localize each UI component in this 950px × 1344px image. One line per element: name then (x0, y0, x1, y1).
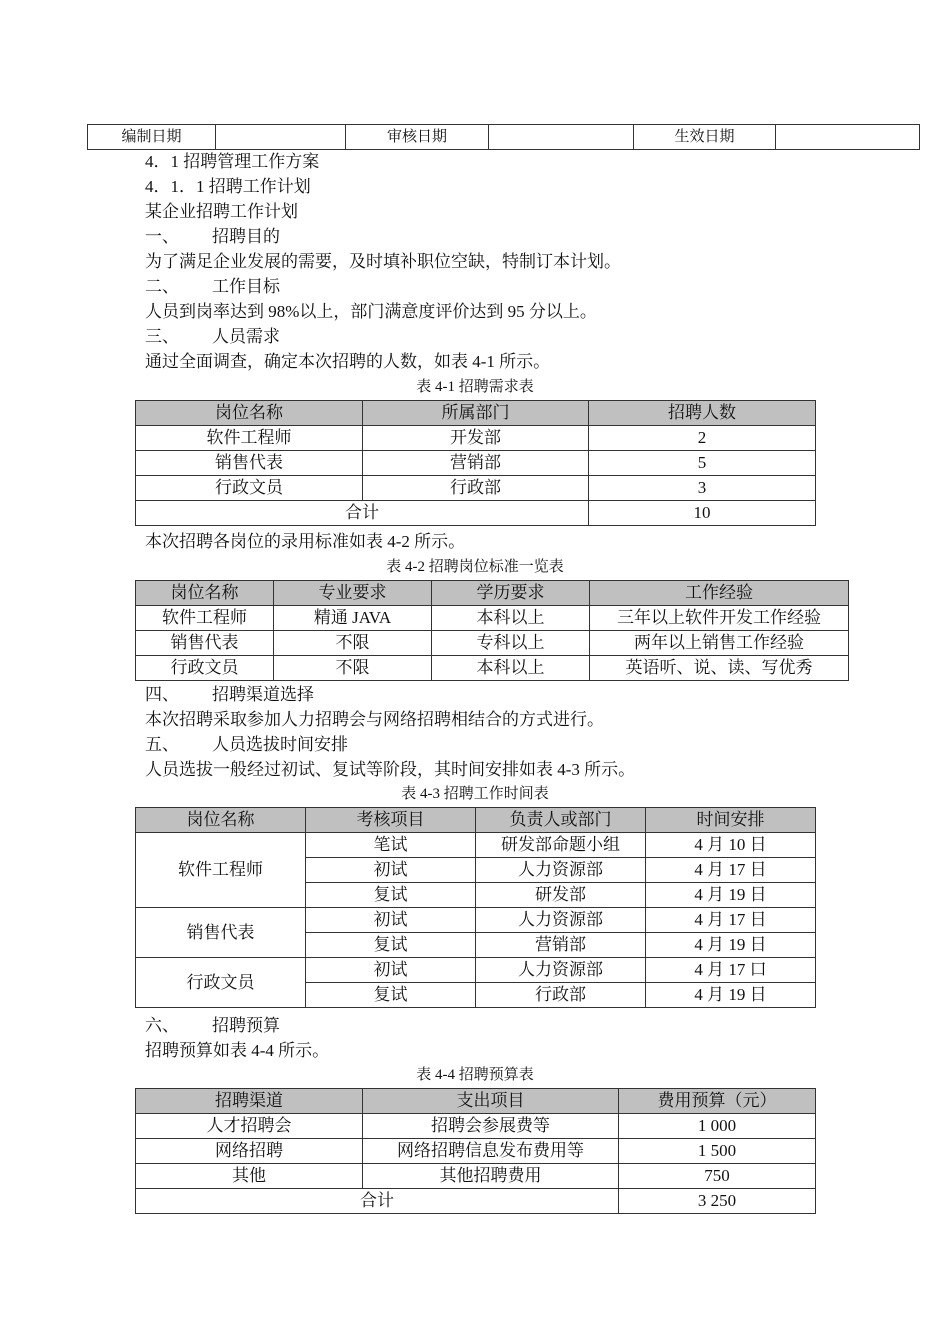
table-4-caption: 表 4-4 招聘预算表 (416, 1067, 534, 1083)
table-cell: 不限 (274, 656, 432, 681)
total-value: 10 (589, 501, 816, 526)
table-cell: 营销部 (363, 451, 589, 476)
section-2-title: 工作目标 (212, 277, 280, 296)
column-header: 工作经验 (590, 581, 849, 606)
table-cell: 4 月 17 日 (646, 858, 816, 883)
table-cell: 3 (589, 476, 816, 501)
table-cell: 4 月 19 日 (646, 983, 816, 1008)
table-cell: 研发部 (476, 883, 646, 908)
table-cell: 人力资源部 (476, 858, 646, 883)
table-row (136, 631, 849, 656)
table-row (136, 1139, 816, 1164)
table-header-row (136, 808, 816, 833)
table-cell: 人力资源部 (476, 958, 646, 983)
section-5-title: 人员选拔时间安排 (212, 735, 348, 754)
column-header: 学历要求 (432, 581, 590, 606)
review-date-label: 审核日期 (346, 125, 489, 150)
table-cell: 其他 (136, 1164, 363, 1189)
table-row (136, 908, 816, 933)
table-cell: 初试 (306, 958, 476, 983)
total-value: 3 250 (619, 1189, 816, 1214)
table-cell: 本科以上 (432, 606, 590, 631)
table-cell: 研发部命题小组 (476, 833, 646, 858)
table-cell: 开发部 (363, 426, 589, 451)
table-3-caption: 表 4-3 招聘工作时间表 (401, 786, 549, 802)
total-row (136, 1189, 816, 1214)
column-header: 招聘人数 (589, 401, 816, 426)
table-cell: 营销部 (476, 933, 646, 958)
table-cell: 复试 (306, 883, 476, 908)
table-cell: 1 000 (619, 1114, 816, 1139)
section-3-title: 人员需求 (212, 327, 280, 346)
table-row (136, 606, 849, 631)
table-header-row (136, 401, 816, 426)
table-row (136, 656, 849, 681)
table-cell: 复试 (306, 983, 476, 1008)
position-cell: 软件工程师 (136, 833, 306, 908)
section-5-heading (145, 733, 348, 757)
table-cell: 专科以上 (432, 631, 590, 656)
total-label: 合计 (136, 1189, 619, 1214)
table-cell: 精通 JAVA (274, 606, 432, 631)
table-cell: 软件工程师 (136, 426, 363, 451)
table-cell: 2 (589, 426, 816, 451)
column-header: 时间安排 (646, 808, 816, 833)
table-cell: 初试 (306, 908, 476, 933)
section-2-text: 人员到岗率达到 98%以上，部门满意度评价达到 95 分以上。 (145, 302, 597, 321)
total-label: 合计 (136, 501, 589, 526)
section-3-heading (145, 325, 280, 349)
table-cell: 人才招聘会 (136, 1114, 363, 1139)
compile-date-value (216, 125, 346, 150)
section-3-number: 三、 (145, 327, 179, 346)
table-cell: 行政部 (363, 476, 589, 501)
total-row (136, 501, 816, 526)
section-1-title: 招聘目的 (212, 227, 280, 246)
column-header: 费用预算（元） (619, 1089, 816, 1114)
section-1-number: 一、 (145, 227, 179, 246)
section-6-text: 招聘预算如表 4-4 所示。 (145, 1041, 330, 1060)
section-4-number: 四、 (145, 685, 179, 704)
recruitment-schedule-table (135, 807, 816, 1008)
effective-date-label: 生效日期 (634, 125, 776, 150)
header-info-table (87, 124, 920, 150)
table-cell: 4 月 10 日 (646, 833, 816, 858)
table-cell: 不限 (274, 631, 432, 656)
recruitment-budget-table (135, 1088, 816, 1214)
heading-subsection: 4．1．1 招聘工作计划 (145, 177, 311, 196)
column-header: 专业要求 (274, 581, 432, 606)
table-cell: 5 (589, 451, 816, 476)
section-2-heading (145, 275, 280, 299)
table-cell: 行政文员 (136, 476, 363, 501)
review-date-value (489, 125, 634, 150)
table-cell: 行政部 (476, 983, 646, 1008)
table-cell: 人力资源部 (476, 908, 646, 933)
position-standards-table (135, 580, 849, 681)
column-header: 支出项目 (363, 1089, 619, 1114)
table-row (136, 958, 816, 983)
table-cell: 三年以上软件开发工作经验 (590, 606, 849, 631)
table-1-caption: 表 4-1 招聘需求表 (416, 379, 534, 395)
table-row (136, 1164, 816, 1189)
table-cell: 4 月 19 日 (646, 933, 816, 958)
section-1-text: 为了满足企业发展的需要，及时填补职位空缺，特制订本计划。 (145, 252, 621, 271)
plan-title: 某企业招聘工作计划 (145, 202, 298, 221)
column-header: 负责人或部门 (476, 808, 646, 833)
table-row (136, 833, 816, 858)
table-2-caption: 表 4-2 招聘岗位标准一览表 (386, 559, 564, 575)
section-2-number: 二、 (145, 277, 179, 296)
section-4-title: 招聘渠道选择 (212, 685, 314, 704)
table-2-intro: 本次招聘各岗位的录用标准如表 4-2 所示。 (145, 532, 466, 551)
table-cell: 复试 (306, 933, 476, 958)
table-cell: 本科以上 (432, 656, 590, 681)
section-1-heading (145, 225, 280, 249)
effective-date-value (776, 125, 920, 150)
table-cell: 4 月 19 日 (646, 883, 816, 908)
table-row (136, 1114, 816, 1139)
table-cell: 其他招聘费用 (363, 1164, 619, 1189)
table-row (136, 476, 816, 501)
column-header: 岗位名称 (136, 401, 363, 426)
section-6-title: 招聘预算 (212, 1016, 280, 1035)
header-row (88, 125, 920, 150)
table-cell: 招聘会参展费等 (363, 1114, 619, 1139)
section-4-heading (145, 683, 314, 707)
table-cell: 网络招聘 (136, 1139, 363, 1164)
section-6-number: 六、 (145, 1016, 179, 1035)
column-header: 考核项目 (306, 808, 476, 833)
table-cell: 750 (619, 1164, 816, 1189)
table-header-row (136, 581, 849, 606)
table-cell: 笔试 (306, 833, 476, 858)
table-cell: 销售代表 (136, 631, 274, 656)
table-cell: 1 500 (619, 1139, 816, 1164)
table-cell: 两年以上销售工作经验 (590, 631, 849, 656)
column-header: 岗位名称 (136, 581, 274, 606)
table-cell: 网络招聘信息发布费用等 (363, 1139, 619, 1164)
column-header: 所属部门 (363, 401, 589, 426)
section-5-number: 五、 (145, 735, 179, 754)
heading-section: 4．1 招聘管理工作方案 (145, 152, 320, 171)
table-cell: 4 月 17 日 (646, 908, 816, 933)
table-row (136, 426, 816, 451)
compile-date-label: 编制日期 (88, 125, 216, 150)
table-cell: 销售代表 (136, 451, 363, 476)
table-header-row (136, 1089, 816, 1114)
section-3-text: 通过全面调查，确定本次招聘的人数，如表 4-1 所示。 (145, 352, 551, 371)
position-cell: 销售代表 (136, 908, 306, 958)
table-cell: 软件工程师 (136, 606, 274, 631)
table-cell: 4 月 17 口 (646, 958, 816, 983)
recruitment-demand-table (135, 400, 816, 526)
table-cell: 行政文员 (136, 656, 274, 681)
column-header: 岗位名称 (136, 808, 306, 833)
position-cell: 行政文员 (136, 958, 306, 1008)
column-header: 招聘渠道 (136, 1089, 363, 1114)
table-cell: 初试 (306, 858, 476, 883)
section-6-heading (145, 1014, 280, 1038)
section-5-text: 人员选拔一般经过初试、复试等阶段，其时间安排如表 4-3 所示。 (145, 760, 636, 779)
table-row (136, 451, 816, 476)
section-4-text: 本次招聘采取参加人力招聘会与网络招聘相结合的方式进行。 (145, 710, 604, 729)
table-cell: 英语听、说、读、写优秀 (590, 656, 849, 681)
